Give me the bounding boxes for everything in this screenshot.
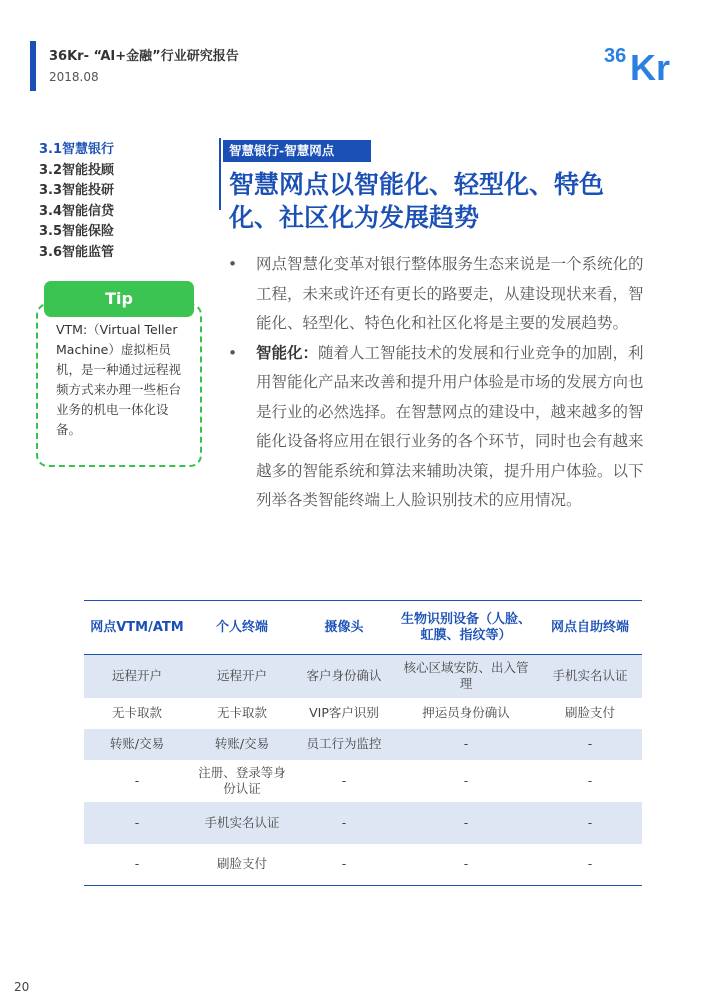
- table-row: [84, 760, 642, 802]
- table-cell: -: [134, 772, 140, 788]
- svg-text:Kr: Kr: [630, 47, 671, 84]
- table-cell: -: [587, 772, 593, 788]
- page-number: 20: [14, 980, 30, 994]
- tip-heading: Tip: [44, 281, 194, 317]
- header-accent-bar: [30, 41, 36, 91]
- table-header-cell: 摄像头: [294, 601, 394, 655]
- toc-item-3-4[interactable]: 3.4智能信贷: [39, 203, 115, 219]
- table-cell: 远程开户: [84, 655, 190, 698]
- table-cell: -: [538, 729, 642, 760]
- svg-text:36: 36: [604, 45, 627, 67]
- table-cell: 刷脸支付: [190, 844, 294, 886]
- toc-item-3-2[interactable]: 3.2智能投顾: [39, 162, 115, 178]
- bullet-item: [228, 250, 644, 339]
- bullet-lead: 智能化：: [256, 343, 319, 362]
- toc-item-3-5[interactable]: 3.5智能保险: [39, 224, 115, 239]
- bullet-item: [228, 339, 644, 516]
- table-cell: 员工行为监控: [294, 729, 394, 760]
- face-recognition-table: [84, 600, 642, 886]
- table-row: [84, 802, 642, 844]
- table-cell: 注册、登录等身份认证: [198, 764, 286, 796]
- table-cell: 远程开户: [190, 655, 294, 698]
- table-row: [84, 698, 642, 729]
- table-header-cell: 生物识别设备（人脸、虹膜、指纹等）: [394, 601, 538, 655]
- table-cell: -: [394, 844, 538, 886]
- section-tag: 智慧银行-智慧网点: [223, 140, 371, 162]
- bullet-list: [228, 250, 644, 516]
- table-cell: -: [294, 844, 394, 886]
- table-cell: -: [538, 802, 642, 844]
- table-cell: -: [294, 802, 394, 844]
- toc-item-3-1[interactable]: 3.1智慧银行: [39, 142, 115, 157]
- table-cell: 刷脸支付: [564, 705, 615, 720]
- table-cell: 客户身份确认: [294, 655, 394, 698]
- table-cell: 转账/交易: [84, 729, 190, 760]
- table-cell: 手机实名认证: [538, 655, 642, 698]
- report-date: 2018.08: [49, 70, 99, 84]
- tip-body: VTM:（Virtual Teller Machine）虚拟柜员机，是一种通过远程视频方式来办理一些柜台业务的机电一体化设备。: [56, 322, 182, 437]
- toc-item-3-6[interactable]: 3.6智能监管: [39, 244, 115, 260]
- table-header-cell: 网点自助终端: [538, 601, 642, 655]
- table-row: [84, 655, 642, 698]
- table-row: [84, 844, 642, 886]
- 36kr-logo: [604, 40, 682, 84]
- bullet-marker: •: [228, 343, 238, 362]
- table-cell: -: [463, 772, 469, 788]
- table-cell: -: [394, 729, 538, 760]
- table-cell: -: [538, 844, 642, 886]
- table-header-cell: 网点VTM/ATM: [84, 601, 190, 655]
- table-cell: -: [84, 844, 190, 886]
- section-accent-rule: [219, 138, 221, 210]
- table-cell: 手机实名认证: [190, 802, 294, 844]
- table-cell: -: [84, 802, 190, 844]
- table-cell: VIP客户识别: [309, 705, 379, 720]
- bullet-marker: •: [228, 255, 238, 273]
- table-header-cell: 个人终端: [190, 601, 294, 655]
- bullet-text: 网点智慧化变革对银行整体服务生态来说是一个系统化的工程，未来或许还有更长的路要走，从建设现状来看，智能化、轻型化、特色化和社区化将是主要的发展趋势。: [256, 255, 644, 332]
- table-cell: 核心区域安防、出入管理: [394, 655, 538, 698]
- table-cell: 无卡取款: [216, 705, 267, 720]
- bullet-text: 随着人工智能技术的发展和行业竞争的加剧，利用智能化产品来改善和提升用户体验是市场的发展方向也是行业的必然选择。在智慧网点的建设中，越来越多的智能化设备将应用在银行业务的各个环节，同时也会有越来越多的智能系统和算法来辅助决策，提升用户体验。以下列举各类智能终端上人脸识别技术的应用情况。: [256, 343, 644, 509]
- table-cell: 押运员身份确认: [422, 705, 510, 720]
- section-toc: [39, 140, 114, 263]
- table-cell: 无卡取款: [111, 705, 162, 720]
- table-cell: -: [341, 772, 347, 788]
- table-cell: -: [394, 802, 538, 844]
- toc-item-3-3[interactable]: 3.3智能投研: [39, 183, 115, 198]
- table-row: [84, 729, 642, 760]
- table-cell: 转账/交易: [190, 729, 294, 760]
- page-title: 智慧网点以智能化、轻型化、特色化、社区化为发展趋势: [229, 170, 605, 232]
- report-title: 36Kr- “AI+金融”行业研究报告: [49, 49, 239, 64]
